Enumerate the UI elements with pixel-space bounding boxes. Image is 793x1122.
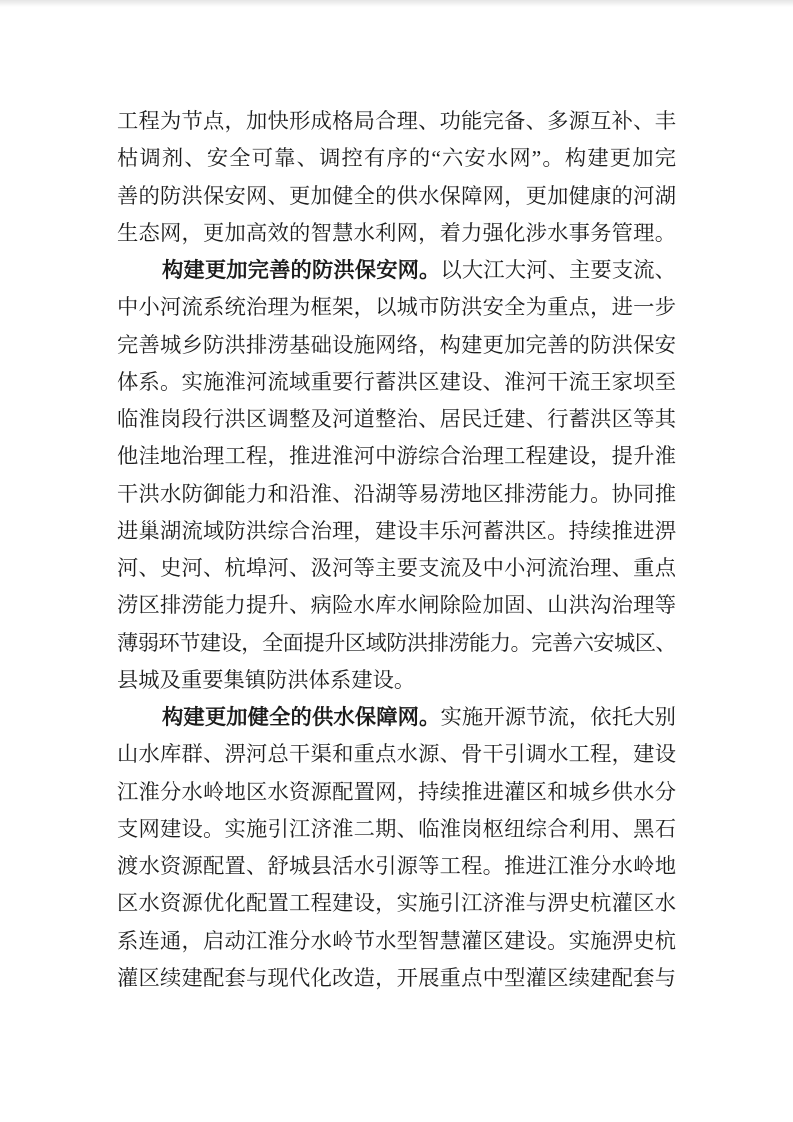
text-line (117, 401, 676, 438)
text-line (117, 550, 676, 587)
text-line (117, 215, 676, 252)
text-run: 生态网，更加高效的智慧水利网，着力强化涉水事务管理。 (117, 220, 676, 245)
text-run: 临淮岗段行洪区调整及河道整治、居民迁建、行蓄洪区等其 (117, 407, 676, 431)
text-line (117, 364, 676, 401)
text-run: 薄弱环节建设，全面提升区域防洪排涝能力。完善六安城区、 (117, 630, 676, 655)
text-line (117, 699, 676, 736)
text-run: 山水库群、淠河总干渠和重点水源、骨干引调水工程，建设 (117, 742, 676, 767)
text-run: 区水资源优化配置工程建设，实施引江济淮与淠史杭灌区水 (117, 891, 676, 916)
text-run: 渡水资源配置、舒城县活水引源等工程。推进江淮分水岭地 (117, 854, 676, 878)
text-line (117, 587, 676, 624)
text-line (117, 662, 676, 699)
bold-text-run: 构建更加完善的防洪保安网。 (162, 258, 441, 282)
text-line (117, 327, 676, 364)
text-run: 干洪水防御能力和沿淮、沿湖等易涝地区排涝能力。协同推 (117, 481, 676, 506)
text-line (117, 140, 676, 177)
text-run: 体系。实施淮河流域重要行蓄洪区建设、淮河干流王家坝至 (117, 369, 676, 394)
text-run: 支网建设。实施引江济淮二期、临淮岗枢纽综合利用、黑石 (117, 816, 676, 841)
text-run: 工程为节点，加快形成格局合理、功能完备、多源互补、丰 (117, 109, 676, 133)
text-run: 枯调剂、安全可靠、调控有序的“六安水网”。构建更加完 (117, 146, 676, 171)
text-line (117, 438, 676, 475)
bold-text-run: 构建更加健全的供水保障网。 (162, 705, 441, 729)
text-run: 他洼地治理工程，推进淮河中游综合治理工程建设，提升淮 (117, 444, 676, 469)
text-line (117, 289, 676, 326)
paragraph (117, 103, 676, 252)
text-line (117, 960, 676, 997)
text-line (117, 923, 676, 960)
text-line (117, 774, 676, 811)
text-line (117, 625, 676, 662)
text-run: 中小河流系统治理为框架，以城市防洪安全为重点，进一步 (117, 295, 676, 320)
page-top-edge-shadow (0, 0, 793, 7)
text-line (117, 252, 676, 289)
text-run: 灌区续建配套与现代化改造，开展重点中型灌区续建配套与 (117, 965, 676, 990)
text-line (117, 885, 676, 922)
text-line (117, 848, 676, 885)
text-run: 江淮分水岭地区水资源配置网，持续推进灌区和城乡供水分 (117, 779, 676, 804)
text-run: 完善城乡防洪排涝基础设施网络，构建更加完善的防洪保安 (117, 332, 676, 357)
text-line (117, 811, 676, 848)
text-run: 涝区排涝能力提升、病险水库水闸除险加固、山洪沟治理等 (117, 593, 676, 618)
text-run: 县城及重要集镇防洪体系建设。 (117, 667, 416, 692)
document-body (117, 103, 676, 997)
text-run: 实施开源节流，依托大别 (440, 705, 676, 729)
text-run: 进巢湖流域防洪综合治理，建设丰乐河蓄洪区。持续推进淠 (117, 518, 676, 543)
text-run: 系连通，启动江淮分水岭节水型智慧灌区建设。实施淠史杭 (117, 928, 676, 953)
paragraph (117, 252, 676, 699)
text-line (117, 103, 676, 140)
text-run: 河、史河、杭埠河、汲河等主要支流及中小河流治理、重点 (117, 556, 676, 580)
text-line (117, 736, 676, 773)
text-line (117, 476, 676, 513)
paragraph (117, 699, 676, 997)
text-line (117, 513, 676, 550)
text-line (117, 178, 676, 215)
text-run: 以大江大河、主要支流、 (440, 258, 676, 282)
text-run: 善的防洪保安网、更加健全的供水保障网，更加健康的河湖 (117, 183, 676, 208)
